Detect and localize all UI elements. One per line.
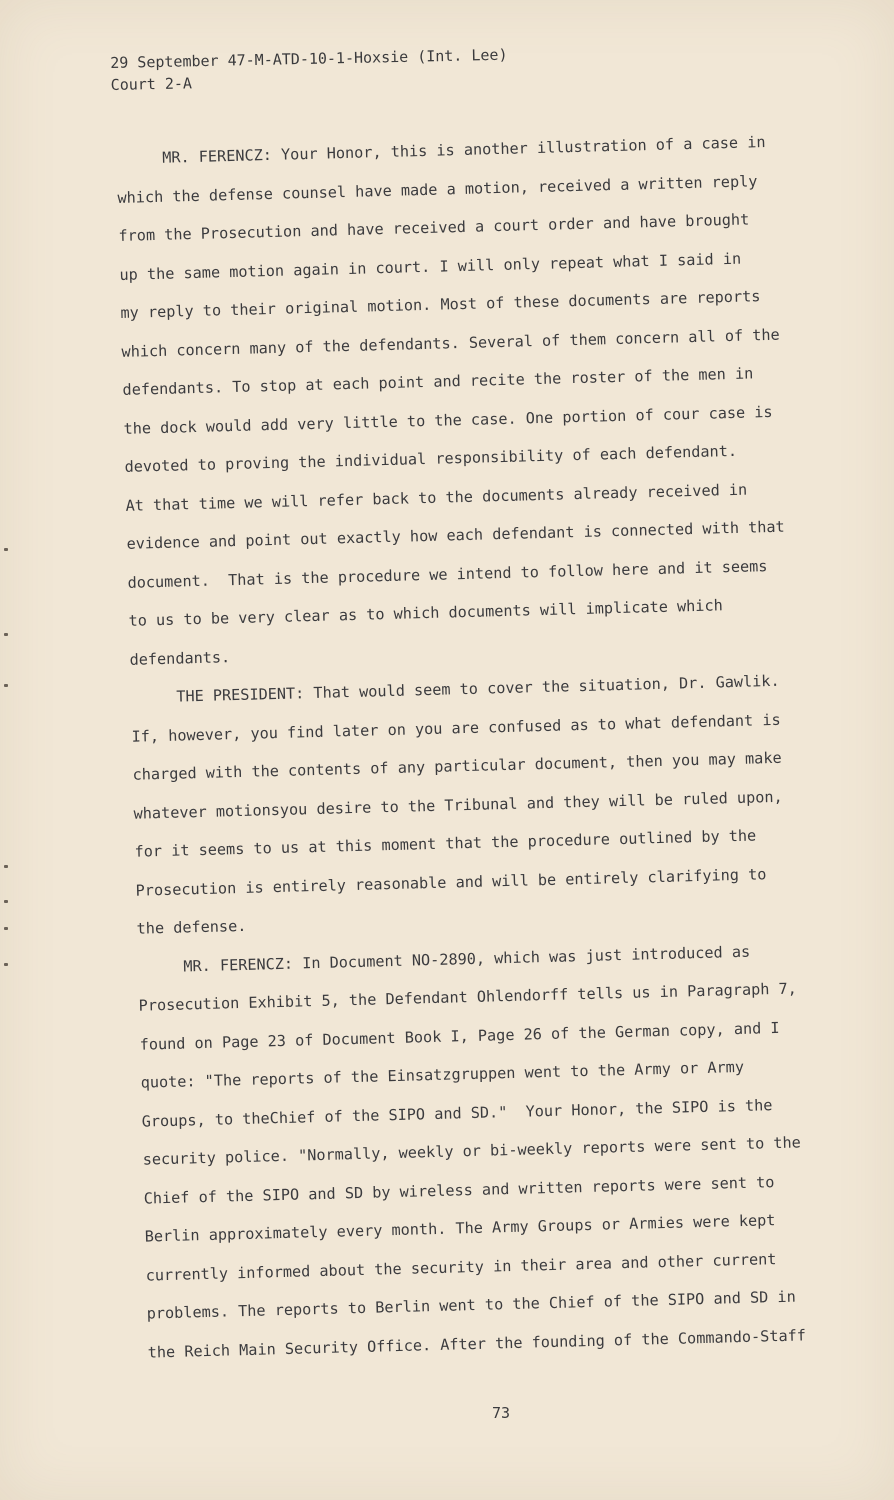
transcript-line: which concern many of the defendants. Several of them concern all of the — [121, 325, 780, 361]
transcript-line: up the same motion again in court. I will only repeat what I said in — [119, 249, 742, 284]
transcript-line: which the defense counsel have made a motion, received a written reply — [117, 171, 758, 207]
transcript-line: If, however, you find later on you are confused as to what defendant is — [131, 710, 781, 746]
binding-mark — [4, 963, 8, 966]
transcript-line: to us to be very clear as to which documents will implicate which — [128, 596, 723, 630]
transcript-line: from the Prosecution and have received a court order and have brought — [118, 210, 750, 245]
transcript-line: THE PRESIDENT: That would seem to cover the situation, Dr. Gawlik. — [130, 671, 780, 707]
header-reference-line: 29 September 47-M-ATD-10-1-Hoxsie (Int. Lee) — [110, 45, 508, 72]
binding-mark — [4, 684, 8, 687]
binding-mark — [4, 865, 8, 868]
transcript-line: devoted to proving the individual responsibility of each defendant. — [124, 441, 738, 476]
transcript-line: evidence and point out exactly how each defendant is connected with that — [126, 517, 785, 553]
binding-mark — [4, 548, 8, 551]
transcript-line: Prosecution is entirely reasonable and will be entirely clarifying to — [135, 864, 767, 900]
transcript-line: the dock would add very little to the case. One portion of cour case is — [123, 402, 773, 438]
transcript-line: MR. FERENCZ: In Document NO-2890, which was just introduced as — [137, 942, 751, 977]
transcript-body — [116, 121, 868, 1371]
transcript-line: the defense. — [136, 916, 247, 938]
document-header — [110, 44, 508, 96]
transcript-line: Berlin approximately every month. The Army Groups or Armies were kept — [144, 1211, 776, 1246]
transcript-line: my reply to their original motion. Most of these documents are reports — [120, 287, 761, 322]
binding-mark — [4, 633, 8, 636]
transcript-line: found on Page 23 of Document Book I, Page 26 of the German copy, and I — [139, 1018, 780, 1054]
transcript-line: Prosecution Exhibit 5, the Defendant Ohlendorff tells us in Paragraph 7, — [138, 979, 798, 1015]
binding-mark — [4, 927, 8, 930]
page-number: 73 — [492, 1404, 511, 1422]
transcript-line: At that time we will refer back to the documents already received in — [125, 480, 748, 515]
transcript-line: Chief of the SIPO and SD by wireless and written reports were sent to — [143, 1172, 775, 1208]
transcript-line: Groups, to theChief of the SIPO and SD." Your Honor, the SIPO is the — [141, 1095, 773, 1131]
transcript-line: charged with the contents of any particular document, then you may make — [132, 748, 782, 784]
transcript-line: whatever motionsyou desire to the Tribunal and they will be ruled upon, — [133, 787, 783, 823]
header-court-line: Court 2-A — [110, 74, 193, 94]
transcript-line: quote: "The reports of the Einsatzgruppen went to the Army or Army — [140, 1057, 745, 1092]
transcript-line: MR. FERENCZ: Your Honor, this is another illustration of a case in — [116, 133, 766, 168]
transcript-line: defendants. — [129, 647, 231, 669]
transcript-line: currently informed about the security in their area and other current — [145, 1249, 777, 1285]
transcript-line: problems. The reports to Berlin went to the Chief of the SIPO and SD in — [146, 1287, 796, 1323]
transcript-line: for it seems to us at this moment that the procedure outlined by the — [134, 826, 757, 861]
binding-mark — [4, 900, 8, 903]
transcript-line: the Reich Main Security Office. After the founding of the Commando-Staff — [147, 1325, 807, 1362]
transcript-line: security police. "Normally, weekly or bi-weekly reports were sent to the — [142, 1133, 802, 1169]
transcript-line: defendants. To stop at each point and recite the roster of the men in — [122, 364, 754, 399]
transcript-line: document. That is the procedure we intend to follow here and it seems — [127, 556, 768, 592]
